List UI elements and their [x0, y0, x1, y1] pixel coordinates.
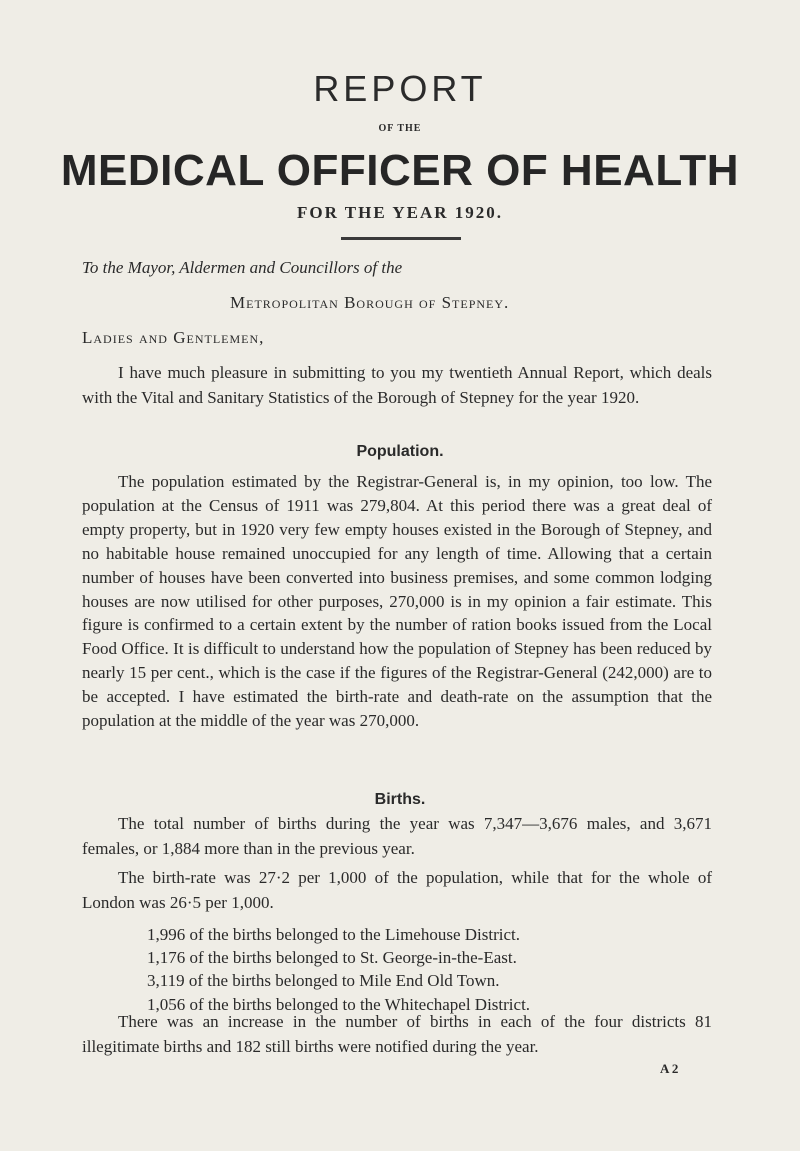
list-item: 1,996 of the births belonged to the Limehouse District. [147, 925, 520, 944]
intro-paragraph: I have much pleasure in submitting to you my twentieth Annual Report, which deals with the Vital and Sanitary Statistics of the Borough of Stepney for the year 1920. [82, 363, 712, 407]
borough-line: Metropolitan Borough of Stepney. [230, 293, 510, 312]
birth-rate-paragraph: The birth-rate was 27·2 per 1,000 of the population, while that for the whole of London was 26·5 per 1,000. [82, 868, 712, 912]
births-total-paragraph: The total number of births during the year was 7,347—3,676 males, and 3,671 females, or 1,884 more than in the previous year. [82, 814, 712, 858]
increase-paragraph: There was an increase in the number of births in each of the four districts 81 illegitimate births and 182 still births were notified during the year. [82, 1012, 712, 1056]
of-the-label: OF THE [378, 123, 422, 134]
district-births-list [147, 923, 667, 1016]
year-line: FOR THE YEAR 1920. [296, 203, 504, 222]
main-title: MEDICAL OFFICER OF HEALTH [60, 146, 740, 195]
salutation: Ladies and Gentlemen, [82, 328, 265, 347]
list-item: 1,176 of the births belonged to St. George-in-the-East. [147, 948, 517, 968]
population-heading: Population. [356, 443, 444, 460]
addressee-line: To the Mayor, Aldermen and Councillors of the [82, 258, 403, 277]
list-item: 1,056 of the births belonged to the Whitechapel District. [147, 994, 531, 1014]
list-item: 3,119 of the births belonged to Mile End Old Town. [147, 971, 500, 991]
report-title: REPORT [313, 68, 487, 109]
page-number: A 2 [660, 1061, 679, 1076]
population-paragraph: The population estimated by the Registrar-General is, in my opinion, too low. The population at the Census of 1911 was 279,804. At this period there was a great deal of empty property, but in 1920 very few empty houses existed in the Borough of Stepney, and no habitable house remained unoccupied for any length of time. Allowing that a certain number of houses have been converted into business premises, and some common lodging houses are now utilised for other purposes, 270,000 is in my opinion a fair estimate. This figure is confirmed to a certain extent by the number of ration books issued from the Local Food Office. It is difficult to understand how the population of Stepney has been reduced by nearly 15 per cent., which is the case if the figures of the Registrar-General (242,000) are to be accepted. I have estimated the birth-rate and death-rate on the assumption that the population at the middle of the year was 270,000. [82, 472, 712, 731]
title-divider [341, 237, 461, 240]
births-heading: Births. [374, 791, 426, 808]
